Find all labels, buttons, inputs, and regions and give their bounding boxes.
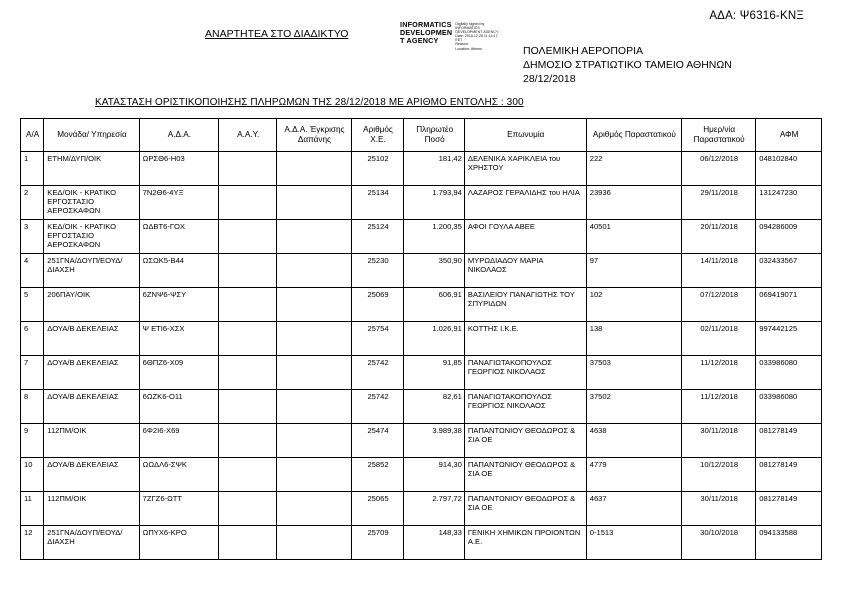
cell-amount: 2.797,72	[404, 492, 464, 526]
organization-department: ΔΗΜΟΣΙΟ ΣΤΡΑΤΙΩΤΙΚΟ ΤΑΜΕΙΟ ΑΘΗΝΩΝ	[523, 59, 732, 71]
cell-company: ΠΑΠΑΝΤΩΝΙΟΥ ΘΕΟΔΩΡΟΣ & ΣΙΑ ΟΕ	[464, 424, 586, 458]
cell-aay	[219, 390, 277, 424]
page-title: ΚΑΤΑΣΤΑΣΗ ΟΡΙΣΤΙΚΟΠΟΙΗΣΗΣ ΠΛΗΡΩΜΩΝ ΤΗΣ 28/12/2018 ΜΕ ΑΡΙΘΜΟ ΕΝΤΟΛΗΣ : 300	[95, 97, 524, 108]
table-row	[21, 288, 822, 322]
cell-amount: 148,33	[404, 526, 464, 560]
cell-aay	[219, 424, 277, 458]
cell-xe: 25069	[351, 288, 404, 322]
cell-unit: ΚΕΔ/ΟΙΚ - ΚΡΑΤΙΚΟ ΕΡΓΟΣΤΑΣΙΟ ΑΕΡΟΣΚΑΦΩΝ	[44, 220, 139, 254]
signature-details	[455, 21, 498, 51]
cell-ada-approval	[277, 152, 351, 186]
cell-unit: 112ΠΜ/ΟΙΚ	[44, 492, 139, 526]
signature-detail-line-6: Reason:	[455, 42, 469, 47]
table-row	[21, 356, 822, 390]
cell-aa: 11	[21, 492, 44, 526]
cell-document-number: 37502	[586, 390, 681, 424]
cell-ada: ΩΣΩΚ5-Β44	[139, 254, 218, 288]
cell-aa: 4	[21, 254, 44, 288]
cell-ada-approval	[277, 254, 351, 288]
cell-document-date: 30/11/2018	[682, 424, 756, 458]
cell-afm: 997442125	[756, 322, 822, 356]
signature-detail-line-5: EET	[455, 38, 463, 43]
cell-aay	[219, 186, 277, 220]
cell-company: ΠΑΠΑΝΤΩΝΙΟΥ ΘΕΟΔΩΡΟΣ & ΣΙΑ ΟΕ	[464, 492, 586, 526]
col-header-document-number: Αριθμός Παραστατικού	[586, 119, 681, 152]
cell-ada-approval	[277, 526, 351, 560]
cell-ada-approval	[277, 458, 351, 492]
cell-xe: 25065	[351, 492, 404, 526]
cell-amount: 350,90	[404, 254, 464, 288]
cell-unit: ΕΤΗΜ/ΔΥΠ/ΟΙΚ	[44, 152, 139, 186]
cell-document-date: 06/12/2018	[682, 152, 756, 186]
cell-ada-approval	[277, 492, 351, 526]
cell-xe: 25102	[351, 152, 404, 186]
cell-ada: 6Φ2Ι6-Χ69	[139, 424, 218, 458]
cell-ada: ΩΩΔΛ6-ΣΨΚ	[139, 458, 218, 492]
col-header-xe-number: Αριθμός Χ.Ε.	[351, 119, 404, 152]
table-row	[21, 186, 822, 220]
cell-unit: ΚΕΔ/ΟΙΚ - ΚΡΑΤΙΚΟ ΕΡΓΟΣΤΑΣΙΟ ΑΕΡΟΣΚΑΦΩΝ	[44, 186, 139, 220]
cell-company: ΑΦΟΙ ΓΟΥΛΑ ΑΒΕΕ	[464, 220, 586, 254]
cell-amount: 82,61	[404, 390, 464, 424]
cell-amount: 1.793,94	[404, 186, 464, 220]
cell-afm: 081278149	[756, 458, 822, 492]
cell-ada: 6ΖΝΨ6-ΨΣΥ	[139, 288, 218, 322]
cell-aa: 6	[21, 322, 44, 356]
cell-afm: 081278149	[756, 424, 822, 458]
cell-unit: 251ΓΝΑ/ΔΟΥΠ/ΕΟΥΔ/ΔΙΑΧΣΗ	[44, 254, 139, 288]
cell-aa: 2	[21, 186, 44, 220]
cell-ada-approval	[277, 424, 351, 458]
cell-xe: 25742	[351, 390, 404, 424]
cell-xe: 25742	[351, 356, 404, 390]
cell-document-date: 02/11/2018	[682, 322, 756, 356]
cell-xe: 25852	[351, 458, 404, 492]
cell-afm: 033986080	[756, 390, 822, 424]
cell-company: ΔΕΛΕΝΙΚΑ ΧΑΡΙΚΛΕΙΑ του ΧΡΗΣΤΟΥ	[464, 152, 586, 186]
cell-ada-approval	[277, 186, 351, 220]
col-header-company: Επωνυμία	[464, 119, 586, 152]
cell-company: ΒΑΣΙΛΕΙΟΥ ΠΑΝΑΓΙΩΤΗΣ ΤΟΥ ΣΠΥΡΙΔΩΝ	[464, 288, 586, 322]
cell-document-date: 11/12/2018	[682, 356, 756, 390]
signature-agency-line-2: DEVELOPMEN	[400, 28, 453, 38]
cell-aay	[219, 526, 277, 560]
cell-document-number: 23936	[586, 186, 681, 220]
cell-company: ΛΑΖΑΡΟΣ ΓΕΡΑΛΙΔΗΣ του ΗΛΙΑ	[464, 186, 586, 220]
cell-company: ΚΟΤΤΗΣ Ι.Κ.Ε.	[464, 322, 586, 356]
cell-document-date: 20/11/2018	[682, 220, 756, 254]
cell-xe: 25124	[351, 220, 404, 254]
cell-amount: 91,85	[404, 356, 464, 390]
cell-ada-approval	[277, 356, 351, 390]
cell-amount: 606,91	[404, 288, 464, 322]
table-body	[21, 152, 822, 560]
cell-document-number: 37503	[586, 356, 681, 390]
cell-xe: 25474	[351, 424, 404, 458]
signature-detail-line-7: Location: Athens	[455, 46, 482, 51]
col-header-unit: Μονάδα/ Υπηρεσία	[44, 119, 139, 152]
signature-agency-line-1: INFORMATICS	[400, 20, 452, 29]
signature-agency-line-3: T AGENCY	[400, 36, 439, 46]
table-row	[21, 152, 822, 186]
cell-unit: 251ΓΝΑ/ΔΟΥΠ/ΕΟΥΔ/ΔΙΑΧΣΗ	[44, 526, 139, 560]
cell-unit: ΔΟΥΑ/Β ΔΕΚΕΛΕΙΑΣ	[44, 322, 139, 356]
cell-document-number: 97	[586, 254, 681, 288]
cell-aa: 9	[21, 424, 44, 458]
table-row	[21, 492, 822, 526]
cell-xe: 25709	[351, 526, 404, 560]
cell-xe: 25134	[351, 186, 404, 220]
col-header-aay: Α.Α.Υ.	[219, 119, 277, 152]
col-header-amount: Πληρωτέο Ποσό	[404, 119, 464, 152]
cell-ada: 6ΘΠΖ6-Χ09	[139, 356, 218, 390]
cell-document-date: 07/12/2018	[682, 288, 756, 322]
cell-aay	[219, 458, 277, 492]
cell-ada: ΩΔΒΤ6-ΓΟΧ	[139, 220, 218, 254]
cell-ada: ΩΡΣΘ6-Η03	[139, 152, 218, 186]
cell-afm: 094133588	[756, 526, 822, 560]
cell-unit: ΔΟΥΑ/Β ΔΕΚΕΛΕΙΑΣ	[44, 356, 139, 390]
cell-afm: 048102840	[756, 152, 822, 186]
signature-agency-name	[400, 21, 452, 51]
cell-document-number: 222	[586, 152, 681, 186]
organization-name: ΠΟΛΕΜΙΚΗ ΑΕΡΟΠΟΡΙΑ	[523, 45, 644, 57]
cell-afm: 033986080	[756, 356, 822, 390]
ada-code: ΑΔΑ: Ψ6316-ΚΝΞ	[709, 10, 804, 22]
cell-ada: 7Ν2Θ6-4ΥΞ	[139, 186, 218, 220]
payments-table	[20, 118, 822, 560]
table-header-row	[21, 119, 822, 152]
signature-detail-line-2: INFORMATICS	[455, 26, 480, 31]
cell-ada: Ψ ΕΤΙ6-ΧΣΧ	[139, 322, 218, 356]
signature-detail-line-3: DEVELOPMENT AGENCY	[455, 30, 499, 35]
signature-detail-line-4: Date: 2018.12.28 11:14:17	[455, 34, 498, 39]
col-header-document-date: Ημερ/νία Παραστατικού	[682, 119, 756, 152]
cell-aa: 7	[21, 356, 44, 390]
cell-document-number: 138	[586, 322, 681, 356]
cell-ada: ΩΠΥΧ6-ΚΡΟ	[139, 526, 218, 560]
cell-aay	[219, 288, 277, 322]
cell-ada: 7ΖΓΖ6-ΩΤΤ	[139, 492, 218, 526]
table-row	[21, 390, 822, 424]
cell-ada-approval	[277, 288, 351, 322]
cell-unit: 206ΠΑΥ/ΟΙΚ	[44, 288, 139, 322]
cell-ada: 6ΩΖΚ6-Ο11	[139, 390, 218, 424]
table-row	[21, 254, 822, 288]
cell-aa: 8	[21, 390, 44, 424]
cell-company: ΓΕΝΙΚΗ ΧΗΜΙΚΩΝ ΠΡΟΙΟΝΤΩΝ Α.Ε.	[464, 526, 586, 560]
cell-aa: 1	[21, 152, 44, 186]
table-row	[21, 458, 822, 492]
table-row	[21, 220, 822, 254]
col-header-ada-approval: Α.Δ.Α. Έγκρισης Δαπάνης	[277, 119, 351, 152]
cell-aay	[219, 220, 277, 254]
cell-document-date: 29/11/2018	[682, 186, 756, 220]
cell-company: ΠΑΠΑΝΤΩΝΙΟΥ ΘΕΟΔΩΡΟΣ & ΣΙΑ ΟΕ	[464, 458, 586, 492]
table-row	[21, 322, 822, 356]
table-row	[21, 526, 822, 560]
cell-document-date: 30/11/2018	[682, 492, 756, 526]
organization-block	[523, 44, 732, 86]
cell-document-date: 11/12/2018	[682, 390, 756, 424]
cell-amount: 1.200,35	[404, 220, 464, 254]
cell-aa: 5	[21, 288, 44, 322]
cell-aay	[219, 254, 277, 288]
col-header-ada: Α.Δ.Α.	[139, 119, 218, 152]
cell-document-number: 4779	[586, 458, 681, 492]
cell-document-number: 102	[586, 288, 681, 322]
cell-ada-approval	[277, 390, 351, 424]
cell-amount: 3.989,38	[404, 424, 464, 458]
digital-signature-stamp	[400, 21, 510, 51]
cell-afm: 032433567	[756, 254, 822, 288]
cell-ada-approval	[277, 322, 351, 356]
cell-document-number: 0-1513	[586, 526, 681, 560]
cell-aay	[219, 492, 277, 526]
cell-document-date: 10/12/2018	[682, 458, 756, 492]
cell-document-date: 14/11/2018	[682, 254, 756, 288]
cell-company: ΠΑΝΑΓΙΩΤΑΚΟΠΟΥΛΟΣ ΓΕΩΡΓΙΟΣ ΝΙΚΟΛΑΟΣ	[464, 390, 586, 424]
cell-aay	[219, 322, 277, 356]
cell-company: ΜΥΡΩΔΙΑΔΟΥ ΜΑΡΙΑ ΝΙΚΟΛΑΟΣ	[464, 254, 586, 288]
cell-unit: 112ΠΜ/ΟΙΚ	[44, 424, 139, 458]
col-header-aa: Α/Α	[21, 119, 44, 152]
signature-detail-line-1: Digitally signed by	[455, 22, 485, 26]
table-row	[21, 424, 822, 458]
anartitea-label: ΑΝΑΡΤΗΤΕΑ ΣΤΟ ΔΙΑΔΙΚΤΥΟ	[205, 28, 349, 40]
cell-aa: 3	[21, 220, 44, 254]
cell-unit: ΔΟΥΑ/Β ΔΕΚΕΛΕΙΑΣ	[44, 458, 139, 492]
cell-document-number: 40501	[586, 220, 681, 254]
document-date: 28/12/2018	[523, 73, 576, 85]
cell-amount: 181,42	[404, 152, 464, 186]
cell-afm: 094286009	[756, 220, 822, 254]
cell-amount: 1.026,91	[404, 322, 464, 356]
cell-xe: 25230	[351, 254, 404, 288]
cell-aay	[219, 152, 277, 186]
cell-afm: 081278149	[756, 492, 822, 526]
cell-document-date: 30/10/2018	[682, 526, 756, 560]
cell-unit: ΔΟΥΑ/Β ΔΕΚΕΛΕΙΑΣ	[44, 390, 139, 424]
col-header-afm: ΑΦΜ	[756, 119, 822, 152]
cell-aay	[219, 356, 277, 390]
cell-aa: 10	[21, 458, 44, 492]
cell-document-number: 4637	[586, 492, 681, 526]
cell-aa: 12	[21, 526, 44, 560]
cell-afm: 069419071	[756, 288, 822, 322]
cell-ada-approval	[277, 220, 351, 254]
cell-company: ΠΑΝΑΓΙΩΤΑΚΟΠΟΥΛΟΣ ΓΕΩΡΓΙΟΣ ΝΙΚΟΛΑΟΣ	[464, 356, 586, 390]
cell-document-number: 4638	[586, 424, 681, 458]
cell-xe: 25754	[351, 322, 404, 356]
cell-afm: 131247230	[756, 186, 822, 220]
cell-amount: 914,30	[404, 458, 464, 492]
